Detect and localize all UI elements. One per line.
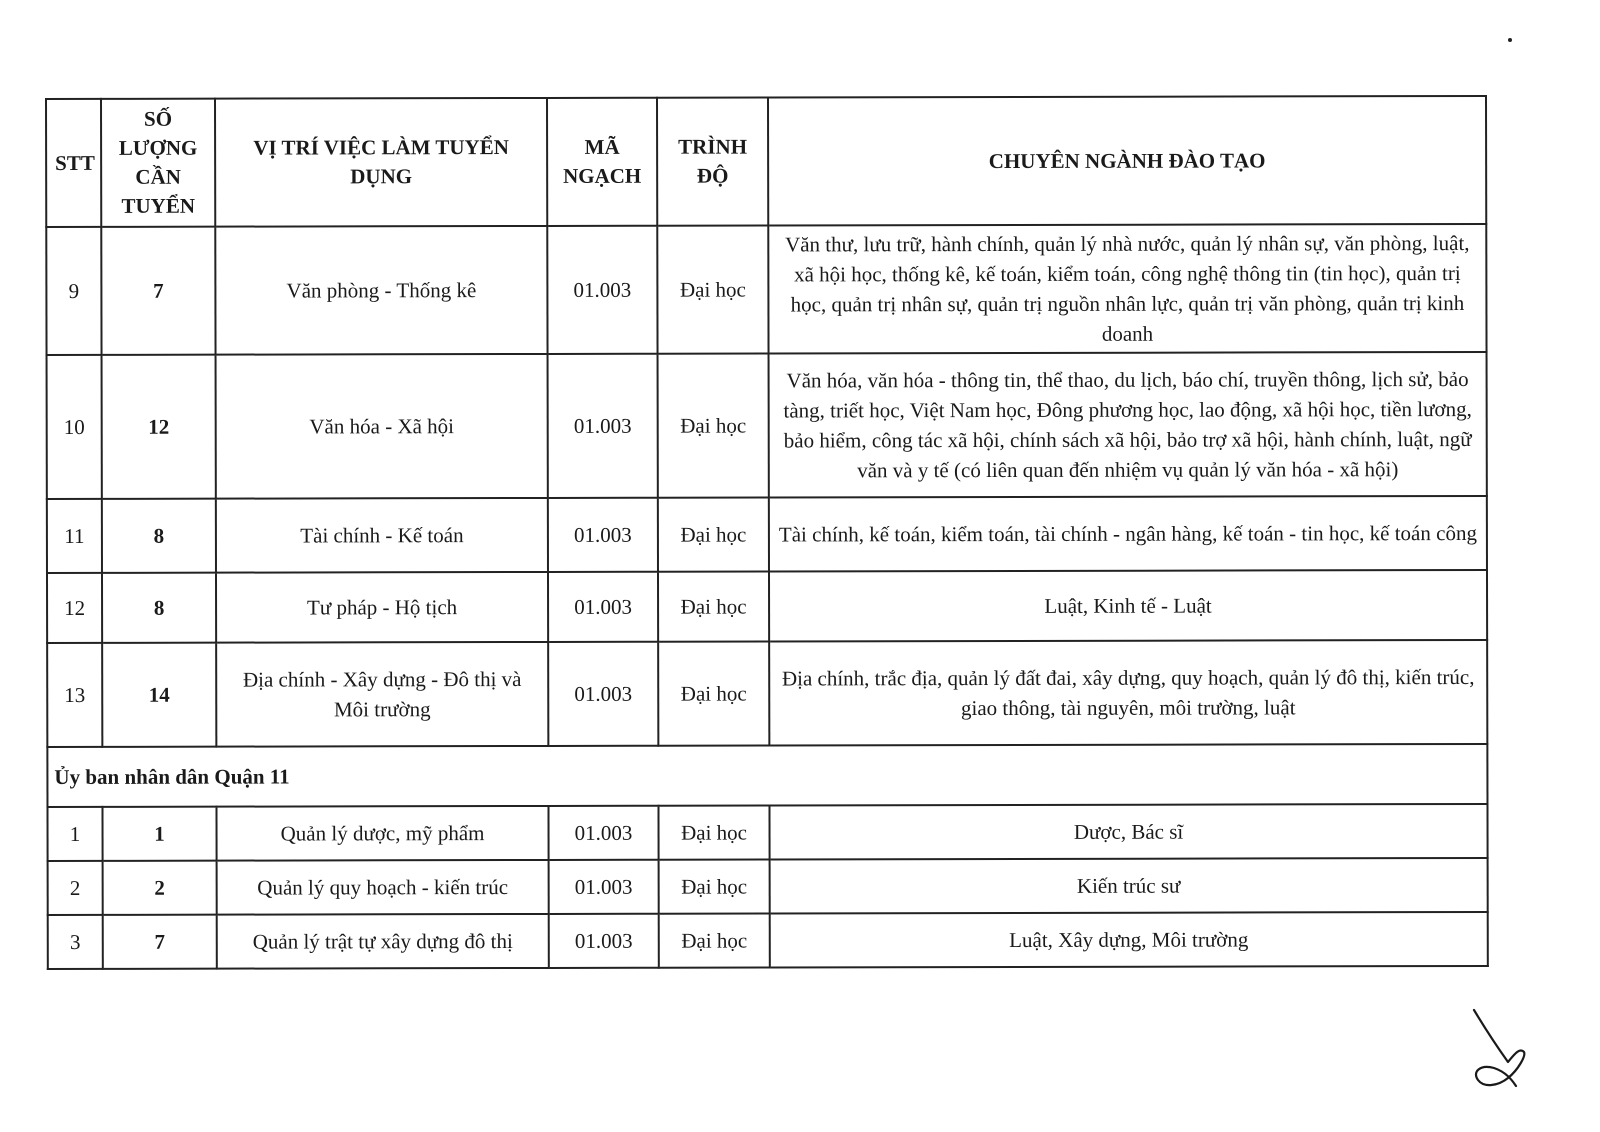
cell-quantity: 2 xyxy=(103,861,217,915)
cell-majors: Dược, Bác sĩ xyxy=(769,804,1487,860)
handwritten-initials xyxy=(1468,1008,1532,1094)
recruitment-table xyxy=(45,95,1489,970)
cell-code: 01.003 xyxy=(548,806,658,860)
cell-quantity: 8 xyxy=(102,573,216,643)
cell-level: Đại học xyxy=(658,353,769,497)
table-row xyxy=(48,858,1488,915)
cell-position: Quản lý trật tự xây dựng đô thị xyxy=(217,914,549,969)
cell-position: Địa chính - Xây dựng - Đô thị và Môi trường xyxy=(216,642,548,747)
cell-stt: 1 xyxy=(47,807,102,861)
cell-level: Đại học xyxy=(659,859,770,913)
cell-stt: 2 xyxy=(48,861,103,915)
header-quantity: SỐ LƯỢNG CẦN TUYỂN xyxy=(101,99,215,227)
cell-code: 01.003 xyxy=(548,572,658,642)
cell-quantity: 12 xyxy=(102,355,216,499)
header-majors: CHUYÊN NGÀNH ĐÀO TẠO xyxy=(768,96,1486,226)
cell-level: Đại học xyxy=(658,497,769,571)
cell-majors: Văn hóa, văn hóa - thông tin, thể thao, du lịch, báo chí, truyền thông, lịch sử, bảo tàng, triết học, Việt Nam học, Đông phương học, lao động, xã hội học, tiền lương, bảo hiểm, công tác xã hội, chính sách xã hội, bảo trợ xã hội, hành chính, luật, ngữ văn và y tế (có liên quan đến nhiệm vụ quản lý văn hóa - xã hội) xyxy=(769,352,1487,498)
cell-code: 01.003 xyxy=(547,226,657,354)
section-title: Ủy ban nhân dân Quận 11 xyxy=(47,744,1487,807)
cell-quantity: 1 xyxy=(102,807,216,861)
cell-quantity: 14 xyxy=(102,643,216,747)
header-level: TRÌNH ĐỘ xyxy=(657,97,768,225)
cell-majors: Địa chính, trắc địa, quản lý đất đai, xây dựng, quy hoạch, quản lý đô thị, kiến trúc, giao thông, tài nguyên, môi trường, luật xyxy=(769,640,1487,746)
table-row xyxy=(47,570,1487,643)
cell-stt: 12 xyxy=(47,573,102,643)
header-stt: STT xyxy=(46,99,101,227)
cell-majors: Văn thư, lưu trữ, hành chính, quản lý nhà nước, quản lý nhân sự, văn phòng, luật, xã hội học, thống kê, kế toán, kiểm toán, công nghệ thông tin (tin học), quản trị học, quản trị nhân sự, quản trị nguồn nhân lực, quản trị văn phòng, quản trị kinh doanh xyxy=(768,224,1486,354)
cell-position: Văn phòng - Thống kê xyxy=(215,226,547,355)
cell-quantity: 7 xyxy=(103,915,217,969)
cell-stt: 10 xyxy=(47,355,102,499)
cell-majors: Tài chính, kế toán, kiểm toán, tài chính - ngân hàng, kế toán - tin học, kế toán công xyxy=(769,496,1487,572)
table-row xyxy=(47,804,1487,861)
table-row xyxy=(47,640,1487,747)
cell-position: Quản lý quy hoạch - kiến trúc xyxy=(217,860,549,915)
header-position: VỊ TRÍ VIỆC LÀM TUYỂN DỤNG xyxy=(215,98,547,227)
cell-level: Đại học xyxy=(659,913,770,967)
scan-speck xyxy=(1508,38,1512,42)
cell-level: Đại học xyxy=(658,805,769,859)
cell-stt: 3 xyxy=(48,915,103,969)
cell-code: 01.003 xyxy=(549,860,659,914)
table-header-row xyxy=(46,96,1486,227)
cell-quantity: 7 xyxy=(101,227,215,355)
header-code: MÃ NGẠCH xyxy=(547,98,657,226)
cell-stt: 13 xyxy=(47,643,102,747)
cell-majors: Luật, Kinh tế - Luật xyxy=(769,570,1487,642)
cell-stt: 11 xyxy=(47,499,102,573)
cell-level: Đại học xyxy=(658,641,769,745)
table-row xyxy=(47,352,1487,499)
cell-code: 01.003 xyxy=(548,498,658,572)
cell-level: Đại học xyxy=(657,225,768,353)
table-row xyxy=(46,224,1486,355)
cell-code: 01.003 xyxy=(549,914,659,968)
cell-majors: Luật, Xây dựng, Môi trường xyxy=(770,912,1488,968)
section-row xyxy=(47,744,1487,807)
cell-position: Tài chính - Kế toán xyxy=(216,498,548,573)
cell-level: Đại học xyxy=(658,571,769,641)
cell-position: Tư pháp - Hộ tịch xyxy=(216,572,548,643)
cell-position: Quản lý dược, mỹ phẩm xyxy=(216,806,548,861)
table-row xyxy=(48,912,1488,969)
table-row xyxy=(47,496,1487,573)
cell-stt: 9 xyxy=(46,227,101,355)
cell-position: Văn hóa - Xã hội xyxy=(216,354,548,499)
cell-code: 01.003 xyxy=(548,354,658,498)
cell-quantity: 8 xyxy=(102,499,216,573)
cell-majors: Kiến trúc sư xyxy=(770,858,1488,914)
cell-code: 01.003 xyxy=(548,642,658,746)
